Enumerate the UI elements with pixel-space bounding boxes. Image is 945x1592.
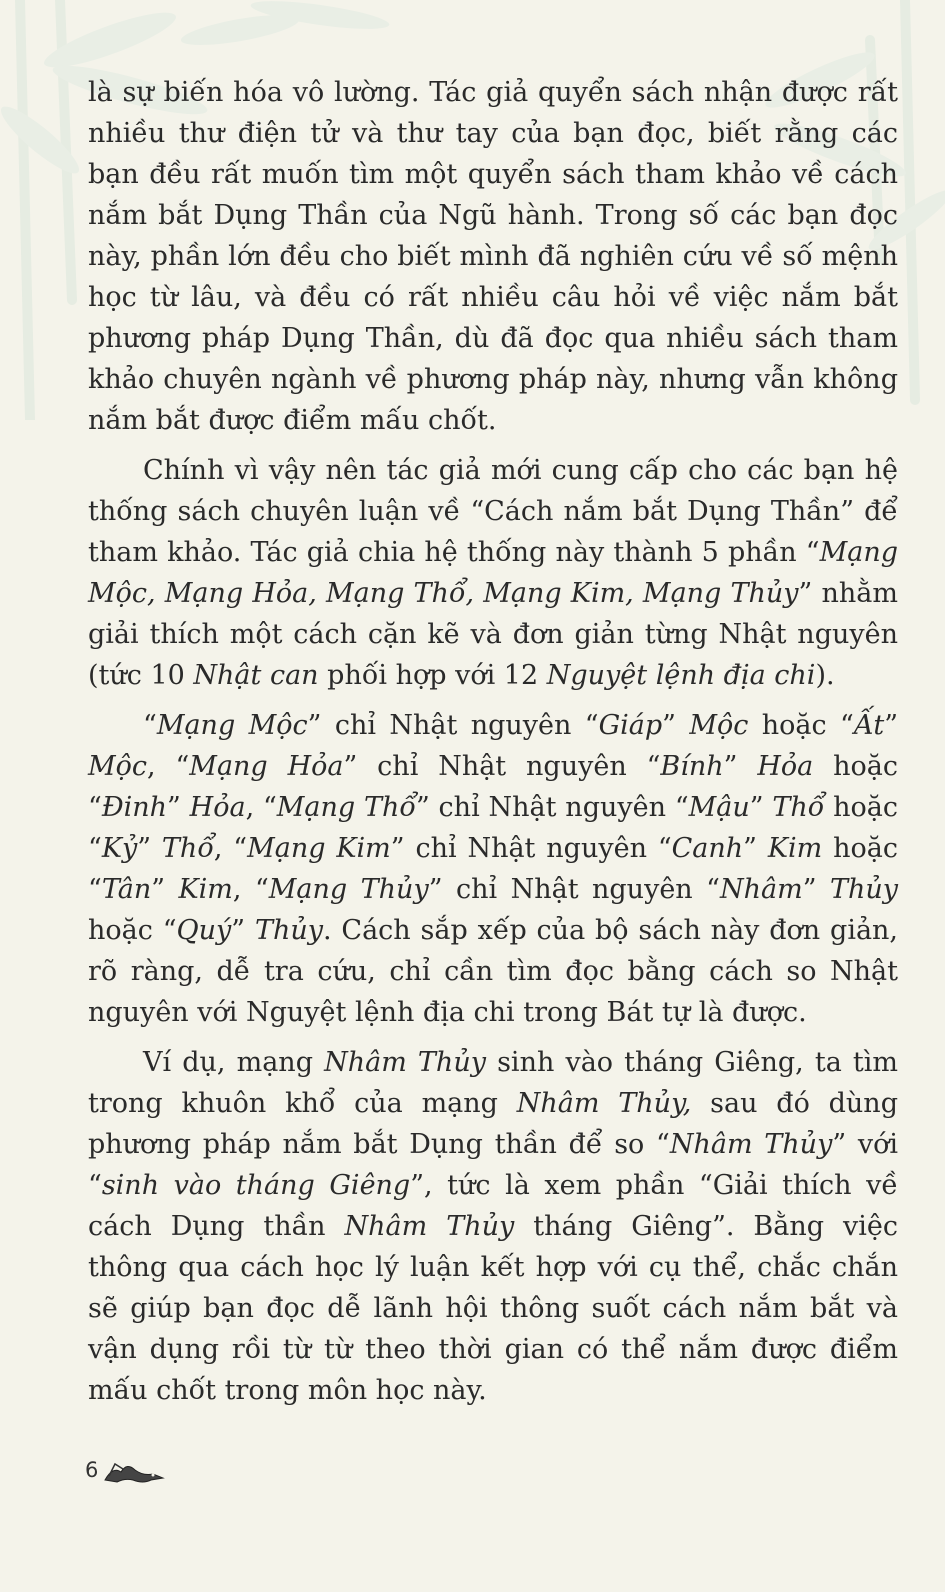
text-run: ” — [802, 874, 830, 905]
italic-text: Nhâm Thủy — [344, 1211, 515, 1242]
text-run: hoặc “ — [88, 915, 177, 946]
dragon-ornament-icon — [103, 1460, 165, 1486]
italic-text: Nhâm Thủy — [324, 1047, 486, 1078]
paragraph — [88, 1042, 898, 1411]
italic-text: Tân — [101, 874, 152, 905]
italic-text: Mạng Thổ — [276, 792, 416, 823]
text-run: , “ — [213, 833, 248, 864]
text-run: tháng Giêng”. Bằng việc thông qua cách học lý luận kết hợp với cụ thể, chắc chắn sẽ giúp bạn đọc dễ lãnh hội thông suốt cách nắm bắt và vận dụng rồi từ từ theo thời gian có thể nắm được điểm mấu chốt trong môn học này. — [88, 1211, 898, 1406]
text-run: , “ — [232, 874, 269, 905]
text-run: , “ — [245, 792, 277, 823]
italic-text: Mạng Mộc — [156, 710, 308, 741]
text-run: ” — [743, 833, 768, 864]
italic-text: Kim — [767, 833, 823, 864]
text-run: hoặc “ — [88, 792, 898, 864]
italic-text: sinh vào tháng Giêng — [101, 1170, 411, 1201]
italic-text: Quý — [176, 915, 232, 946]
text-run: ” — [662, 710, 690, 741]
italic-text: Mạng Thủy — [268, 874, 429, 905]
italic-text: Mạng Hỏa — [189, 751, 344, 782]
italic-text: Nhâm — [719, 874, 803, 905]
text-run: ” — [884, 710, 898, 741]
italic-text: Mạng Mộc, Mạng Hỏa, Mạng Thổ, Mạng Kim, Mạng Thủy — [88, 537, 898, 609]
page-footer — [85, 1458, 205, 1492]
paragraph — [88, 72, 898, 441]
text-run: ). — [815, 660, 835, 691]
text-run: . Cách sắp xếp của bộ sách này đơn giản, rõ ràng, dễ tra cứu, chỉ cần tìm đọc bằng cách so Nhật nguyên với Nguyệt lệnh địa chi trong Bát tự là được. — [88, 915, 899, 1028]
text-run: ” chỉ Nhật nguyên “ — [390, 833, 672, 864]
text-run: ” chỉ Nhật nguyên “ — [415, 792, 689, 823]
italic-text: Mậu — [688, 792, 750, 823]
italic-text: Hỏa — [757, 751, 814, 782]
italic-text: Hỏa — [189, 792, 246, 823]
italic-text: Thủy — [254, 915, 323, 946]
text-run: Chính vì vậy nên tác giả mới cung cấp cho các bạn hệ thống sách chuyên luận về “Cách nắm bắt Dụng Thần” để tham khảo. Tác giả chia hệ thống này thành 5 phần “ — [88, 455, 898, 568]
text-run: “ — [143, 710, 157, 741]
italic-text: Nguyệt lệnh địa chi — [546, 660, 816, 691]
text-run: ” — [167, 792, 190, 823]
text-run: Ví dụ, mạng — [143, 1047, 325, 1078]
italic-text: Nhâm Thủy, — [516, 1088, 692, 1119]
italic-text: Canh — [671, 833, 744, 864]
italic-text: Thổ — [161, 833, 214, 864]
italic-text: Nhật can — [193, 660, 319, 691]
italic-text: Mộc — [88, 751, 148, 782]
text-run: ” với “ — [88, 1129, 898, 1201]
italic-text: Đinh — [101, 792, 168, 823]
italic-text: Ất — [853, 710, 885, 741]
text-run: hoặc “ — [748, 710, 854, 741]
text-run: là sự biến hóa vô lường. Tác giả quyển sách nhận được rất nhiều thư điện tử và thư tay của bạn đọc, biết rằng các bạn đều rất muốn tìm một quyển sách tham khảo về cách nắm bắt Dụng Thần của Ngũ hành. Trong số các bạn đọc này, phần lớn đều cho biết mình đã nghiên cứu về số mệnh học từ lâu, và đều có rất nhiều câu hỏi về việc nắm bắt phương pháp Dụng Thần, dù đã đọc qua nhiều sách tham khảo chuyên ngành về phương pháp này, nhưng vẫn không nắm bắt được điểm mấu chốt. — [88, 77, 898, 436]
italic-text: Kim — [178, 874, 233, 905]
text-run: hoặc “ — [88, 833, 898, 905]
italic-text: Mạng Kim — [247, 833, 391, 864]
italic-text: Thổ — [772, 792, 825, 823]
text-run: ” — [151, 874, 179, 905]
text-run: , “ — [147, 751, 190, 782]
body-text — [88, 72, 898, 1420]
text-run: phối hợp với 12 — [318, 660, 547, 691]
text-run: ” chỉ Nhật nguyên “ — [343, 751, 661, 782]
italic-text: Thủy — [829, 874, 899, 905]
text-run: sinh vào tháng Giêng, ta tìm trong khuôn khổ của mạng — [88, 1047, 898, 1119]
paragraph — [88, 450, 898, 696]
text-run: sau đó dùng phương pháp nắm bắt Dụng thần để so “ — [88, 1088, 898, 1160]
text-run: ” chỉ Nhật nguyên “ — [307, 710, 599, 741]
text-run: ” — [749, 792, 773, 823]
text-run: ” chỉ Nhật nguyên “ — [428, 874, 720, 905]
italic-text: Mộc — [689, 710, 749, 741]
italic-text: Giáp — [598, 710, 663, 741]
text-run: ” — [231, 915, 255, 946]
text-run: ” nhằm giải thích một cách cặn kẽ và đơn giản từng Nhật nguyên (tức 10 — [88, 578, 898, 691]
text-run: hoặc “ — [88, 751, 899, 823]
text-run: ” — [723, 751, 758, 782]
text-run: ”, tức là xem phần “Giải thích về cách Dụng thần — [88, 1170, 898, 1242]
page-number: 6 — [85, 1458, 99, 1482]
paragraph — [88, 705, 898, 1033]
italic-text: Nhâm Thủy — [669, 1129, 833, 1160]
italic-text: Bính — [660, 751, 724, 782]
text-run: ” — [137, 833, 162, 864]
italic-text: Kỷ — [101, 833, 138, 864]
